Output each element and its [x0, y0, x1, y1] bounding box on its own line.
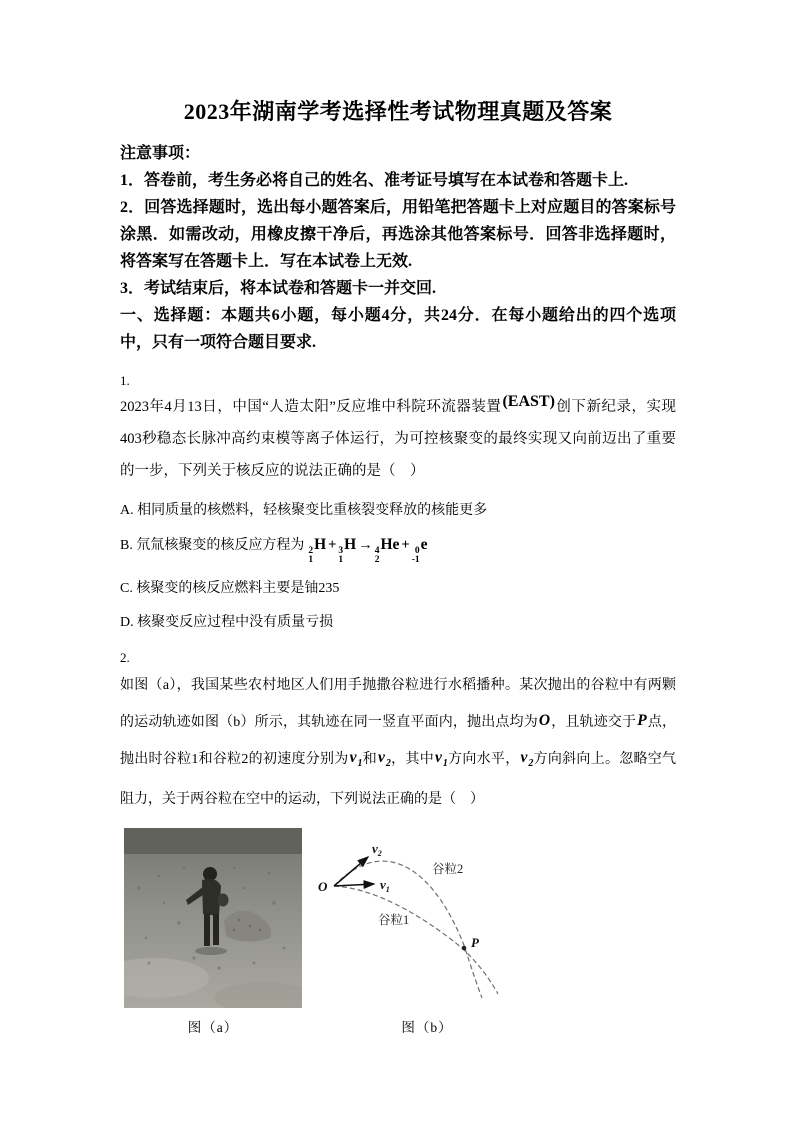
velocity-v1-arrow: [334, 884, 374, 886]
var-v1-b-sub: 1: [442, 758, 448, 769]
notice-section: [120, 140, 676, 356]
question-2-stem: [120, 668, 676, 818]
var-v2-b-sub: 2: [528, 758, 534, 769]
var-v2-b: v: [520, 749, 528, 766]
q2-stem-text-7: 方向斜向上。忽略空气阻力，关于两谷粒在空中的运动，下列说法正确的是（ ）: [120, 752, 677, 807]
east-device-label: (EAST): [502, 393, 555, 410]
var-O: O: [538, 712, 551, 729]
figure-a: [124, 828, 302, 1036]
origin-O-label: O: [318, 879, 328, 894]
velocity-v2-arrow: [334, 857, 368, 886]
q1-option-a: A. 相同质量的核燃料，轻核聚变比重核裂变释放的核能更多: [120, 503, 488, 518]
figure-b: [316, 840, 538, 1036]
plus-operator-2: +: [401, 537, 410, 553]
notice-item-2: 2．回答选择题时，选出每小题答案后，用铅笔把答题卡上对应题目的答案标号涂黑．如需改动，用橡皮擦干净后，再选涂其他答案标号．回答非选择题时，将答案写在答题卡上．写在本试卷上无效.: [120, 199, 676, 270]
nuclide-tritium: 3 1 H: [338, 536, 357, 565]
var-v1-b: v: [434, 749, 442, 766]
var-P: P: [637, 712, 647, 729]
q1-option-b-text: B. 氘氚核聚变的核反应方程为: [120, 538, 305, 553]
q1-option-b: [120, 535, 676, 565]
var-v1: v: [349, 749, 357, 766]
page-title: 2023年湖南学考选择性考试物理真题及答案: [183, 99, 613, 124]
q1-stem-text-before: 2023年4月13日，中国“人造太阳”反应堆中科院环流器装置: [120, 399, 502, 415]
q1-option-c: C. 核聚变的核反应燃料主要是铀235: [120, 581, 340, 596]
notice-item-3: 3．考试结束后，将本试卷和答题卡一并交回.: [120, 280, 437, 297]
q2-stem-text-2: ，且轨迹交于: [551, 715, 637, 730]
reaction-arrow: →: [358, 537, 373, 553]
fusion-reaction-equation: [308, 536, 428, 565]
grain2-label: 谷粒2: [432, 862, 464, 876]
q1-option-d: D. 核聚变反应过程中没有质量亏损: [120, 615, 334, 630]
figure-b-diagram: [316, 840, 538, 1008]
question-1-stem: [120, 391, 676, 487]
question-2-number: 2.: [120, 650, 130, 665]
figure-a-caption: 图（a）: [187, 1020, 239, 1035]
v1-label: $v_1$: [380, 877, 390, 894]
particle-electron: 0 -1 e: [411, 536, 428, 565]
v2-label: $v_2$: [372, 841, 382, 858]
var-v1-sub: 1: [357, 758, 363, 769]
var-v2-sub: 2: [385, 758, 391, 769]
q2-stem-text-5: ，其中: [390, 752, 434, 767]
grain1-label: 谷粒1: [378, 913, 410, 927]
q2-stem-text-3: 点，抛出时谷粒1和谷粒2的初速度分别为: [120, 715, 677, 767]
figure-b-caption: 图（b）: [401, 1020, 453, 1035]
point-P-label: P: [471, 935, 479, 950]
var-v2: v: [378, 749, 385, 766]
notice-heading: 注意事项：: [120, 145, 201, 162]
notice-item-1: 1．答卷前，考生务必将自己的姓名、准考证号填写在本试卷和答题卡上.: [120, 172, 629, 189]
nuclide-deuterium: 2 1 H: [308, 536, 327, 565]
q1-stem-text-after: 创下新纪录，实现403秒稳态长脉冲高约束模等离子体运行，为可控核聚变的最终实现又向前迈出了重要的一步，下列关于核反应的说法正确的是（ ）: [120, 399, 677, 479]
q2-stem-text-1: 如图（a），我国某些农村地区人们用手抛撒谷粒进行水稻播种。某次抛出的谷粒中有两颗的运动轨迹如图（b）所示，其轨迹在同一竖直平面内，抛出点均为: [120, 678, 676, 730]
point-P-dot: [462, 946, 467, 951]
question-1-number: 1.: [120, 373, 130, 388]
section-1-heading: 一、选择题：本题共6小题，每小题4分，共24分．在每小题给出的四个选项中，只有一项符合题目要求.: [120, 307, 676, 351]
field-horizon-strip: [124, 828, 302, 854]
nuclide-helium: 4 2 He: [374, 536, 400, 565]
figure-a-photo: [124, 828, 302, 1008]
q2-stem-text-6: 方向水平，: [447, 752, 520, 767]
q2-stem-text-4: 和: [362, 752, 377, 767]
plus-operator: +: [328, 537, 337, 553]
figure-row: [124, 828, 676, 1036]
trajectory-grain2: [334, 861, 482, 998]
